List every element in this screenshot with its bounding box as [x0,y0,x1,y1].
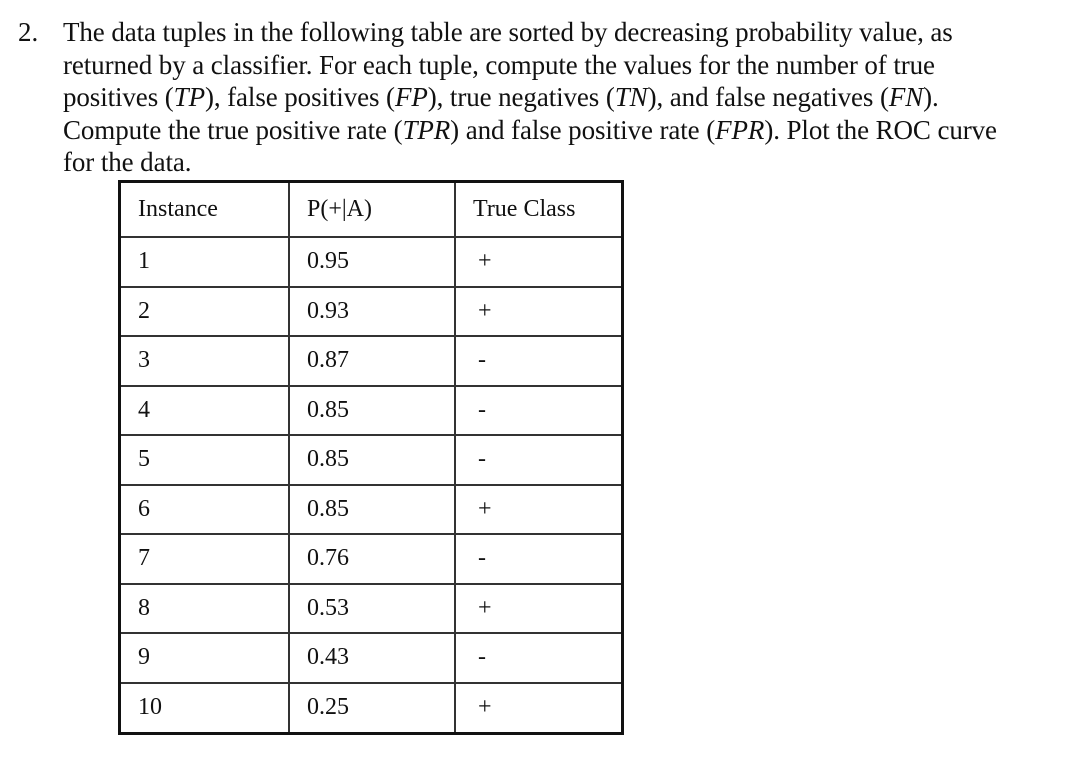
header-instance: Instance [121,183,289,237]
variable-abbreviation: FN [888,82,924,112]
problem-text [63,16,1053,179]
variable-abbreviation: FPR [715,114,765,145]
variable-abbreviation: FP [394,82,428,112]
table-row [121,435,621,485]
data-table [118,180,624,735]
probability-cell: 0.53 [289,584,455,634]
problem-text-line: Compute the true positive rate (TPR) and false positive rate (FPR). Plot the ROC curve [63,114,997,145]
table-body [121,237,621,732]
true-class-cell: + [455,584,621,634]
probability-cell: 0.95 [289,237,455,287]
probability-cell: 0.85 [289,485,455,535]
variable-abbreviation: TN [614,82,648,112]
instance-cell: 3 [121,336,289,386]
probability-cell: 0.25 [289,683,455,733]
table-row [121,683,621,733]
problem-number: 2. [18,17,39,47]
instance-cell: 8 [121,584,289,634]
instance-cell: 1 [121,237,289,287]
true-class-cell: + [455,287,621,337]
table-row [121,237,621,287]
true-class-cell: - [455,435,621,485]
instance-cell: 10 [121,683,289,733]
instance-cell: 7 [121,534,289,584]
true-class-cell: + [455,485,621,535]
probability-cell: 0.85 [289,435,455,485]
instance-cell: 4 [121,386,289,436]
true-class-cell: - [455,336,621,386]
probability-cell: 0.43 [289,633,455,683]
probability-cell: 0.87 [289,336,455,386]
header-true-class: True Class [455,183,621,237]
problem-text-line: returned by a classifier. For each tuple, compute the values for the number of true [63,49,935,80]
table-row [121,584,621,634]
table-row [121,287,621,337]
instance-cell: 5 [121,435,289,485]
problem-text-line: positives (TP), false positives (FP), true negatives (TN), and false negatives (FN). [63,82,939,112]
true-class-cell: + [455,237,621,287]
variable-abbreviation: TPR [402,114,451,145]
true-class-cell: - [455,633,621,683]
header-probability: P(+|A) [289,183,455,237]
probability-cell: 0.85 [289,386,455,436]
table-row [121,386,621,436]
table-header-row [121,183,621,237]
tuples-table [121,183,621,732]
table-row [121,336,621,386]
problem-text-line: The data tuples in the following table are sorted by decreasing probability value, as [63,17,953,47]
instance-cell: 9 [121,633,289,683]
instance-cell: 2 [121,287,289,337]
variable-abbreviation: TP [173,82,205,112]
probability-cell: 0.76 [289,534,455,584]
probability-cell: 0.93 [289,287,455,337]
table-row [121,534,621,584]
table-row [121,633,621,683]
true-class-cell: - [455,534,621,584]
true-class-cell: + [455,683,621,733]
instance-cell: 6 [121,485,289,535]
table-row [121,485,621,535]
true-class-cell: - [455,386,621,436]
problem-text-line: for the data. [63,147,192,177]
